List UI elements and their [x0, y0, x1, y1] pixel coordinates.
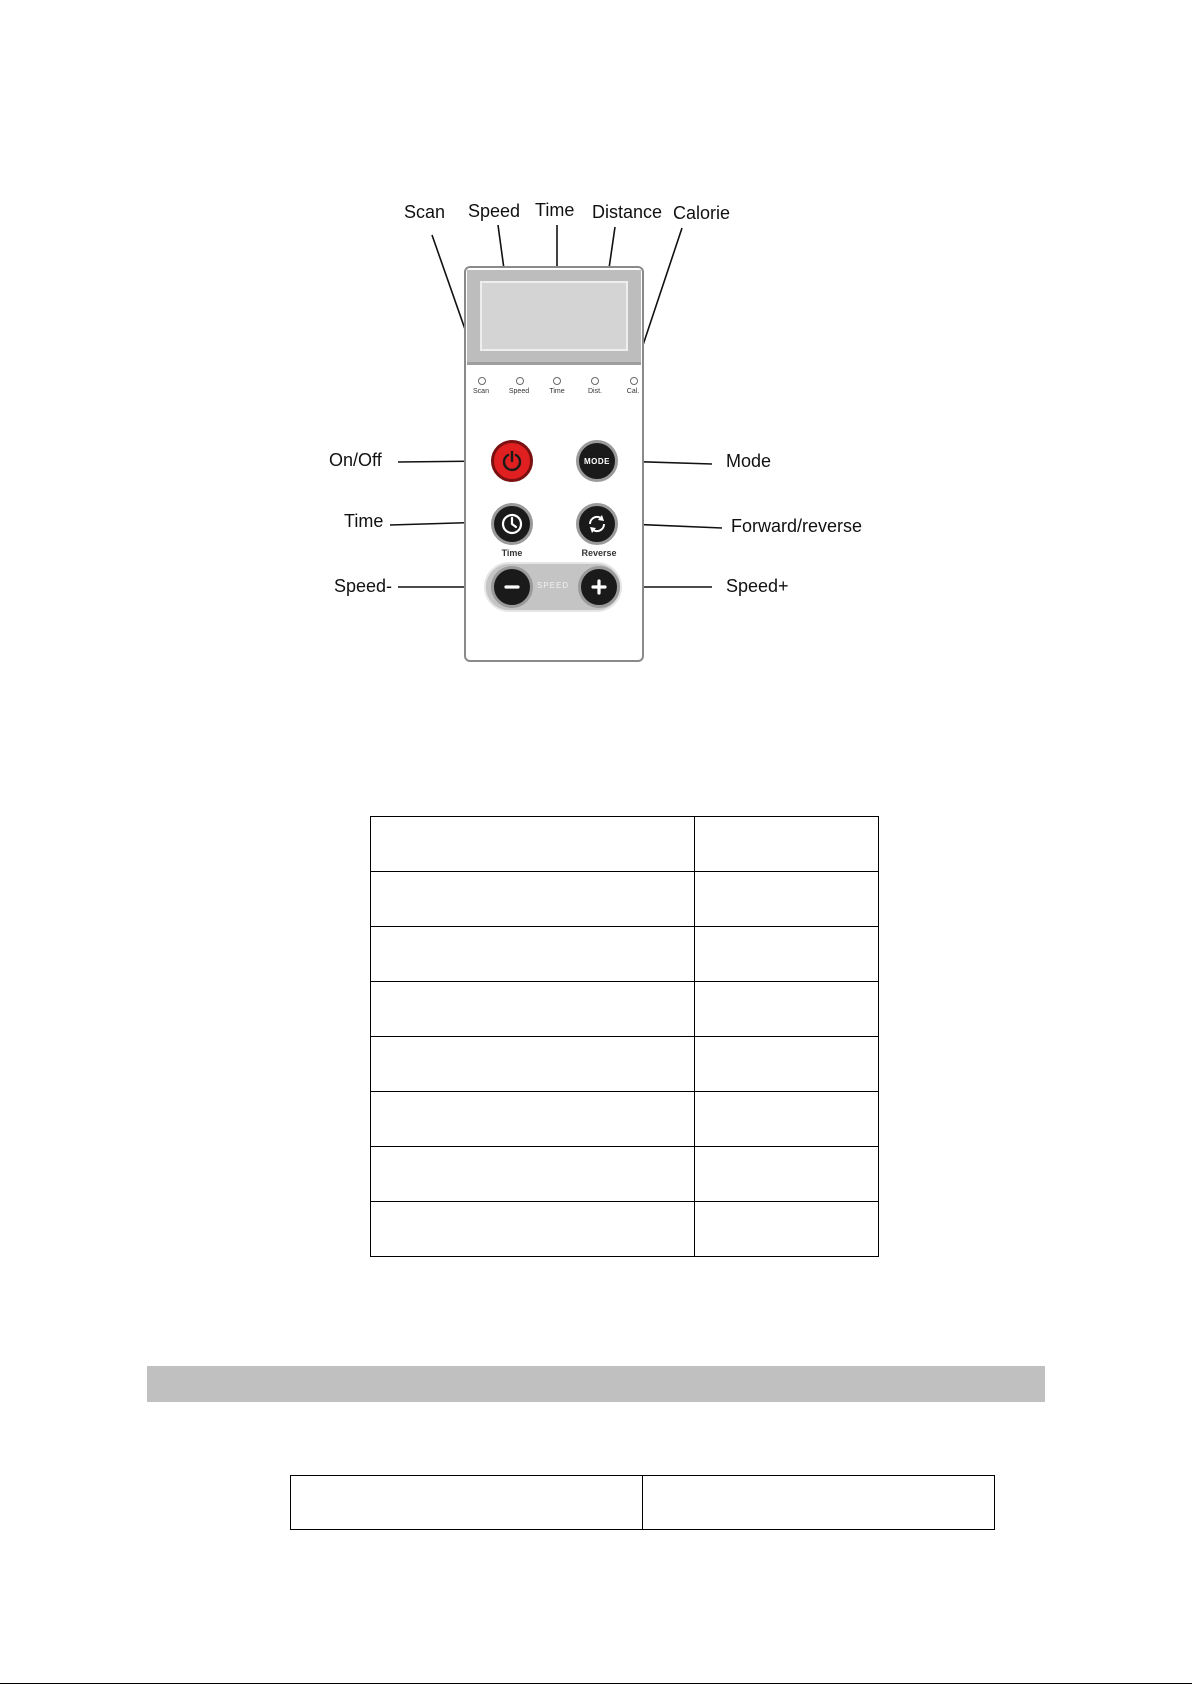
clock-icon [500, 512, 524, 536]
callout-speed-minus: Speed- [334, 576, 393, 596]
speed-bar-label: SPEED [536, 581, 570, 590]
time-button-label: Time [501, 548, 523, 558]
table-cell [695, 1037, 879, 1092]
power-button[interactable] [491, 440, 533, 482]
table-cell [371, 927, 695, 982]
indicator-time-dot [553, 377, 561, 385]
table-cell [371, 1037, 695, 1092]
table-cell [371, 982, 695, 1037]
second-table [290, 1475, 995, 1530]
mode-button-label: MODE [584, 456, 610, 466]
table-row [371, 872, 879, 927]
time-button[interactable] [491, 503, 533, 545]
reverse-button[interactable] [576, 503, 618, 545]
indicator-speed-dot [516, 377, 524, 385]
section-heading-bar [147, 1366, 1045, 1402]
callout-speed: Speed [468, 201, 521, 221]
indicator-speed-label: Speed [508, 388, 530, 395]
bottom-rule [0, 1683, 1192, 1684]
plus-icon [589, 577, 609, 597]
table-cell [371, 872, 695, 927]
callout-time-button: Time [344, 511, 384, 531]
table-cell [695, 872, 879, 927]
table-cell [695, 1147, 879, 1202]
power-icon [500, 449, 524, 473]
table-cell [371, 1202, 695, 1257]
display-screen [480, 281, 628, 351]
table-row [371, 817, 879, 872]
table-row [371, 982, 879, 1037]
minus-icon [502, 577, 522, 597]
indicator-scan-label: Scan [473, 388, 489, 395]
indicator-distance-label: Dist. [588, 388, 602, 395]
callout-on-off: On/Off [329, 450, 382, 470]
callout-forward-reverse: Forward/reverse [731, 516, 863, 536]
speed-minus-button[interactable] [491, 566, 533, 608]
table-cell [695, 927, 879, 982]
callout-time: Time [535, 200, 575, 220]
table-cell [695, 982, 879, 1037]
table-row [371, 1092, 879, 1147]
table-cell [695, 817, 879, 872]
callout-speed-plus: Speed+ [726, 576, 789, 596]
spec-table [370, 816, 879, 1257]
callout-distance: Distance [592, 202, 663, 222]
mode-button[interactable] [576, 440, 618, 482]
callout-scan: Scan [404, 202, 446, 222]
callout-calorie: Calorie [673, 203, 731, 223]
indicator-time-label: Time [549, 388, 565, 395]
table-cell [695, 1202, 879, 1257]
table-row [371, 1202, 879, 1257]
table-row [371, 927, 879, 982]
table-cell [371, 1147, 695, 1202]
indicator-calorie-label: Cal. [626, 388, 640, 395]
table-cell [371, 817, 695, 872]
indicator-calorie-dot [630, 377, 638, 385]
table-cell [291, 1476, 643, 1530]
speed-plus-button[interactable] [578, 566, 620, 608]
callout-mode: Mode [726, 451, 772, 471]
indicator-scan-dot [478, 377, 486, 385]
table-cell [643, 1476, 995, 1530]
table-cell [695, 1092, 879, 1147]
reverse-button-label: Reverse [581, 548, 617, 558]
reverse-icon [585, 512, 609, 536]
table-row [371, 1147, 879, 1202]
table-row [291, 1476, 995, 1530]
indicator-distance-dot [591, 377, 599, 385]
table-cell [371, 1092, 695, 1147]
table-row [371, 1037, 879, 1092]
